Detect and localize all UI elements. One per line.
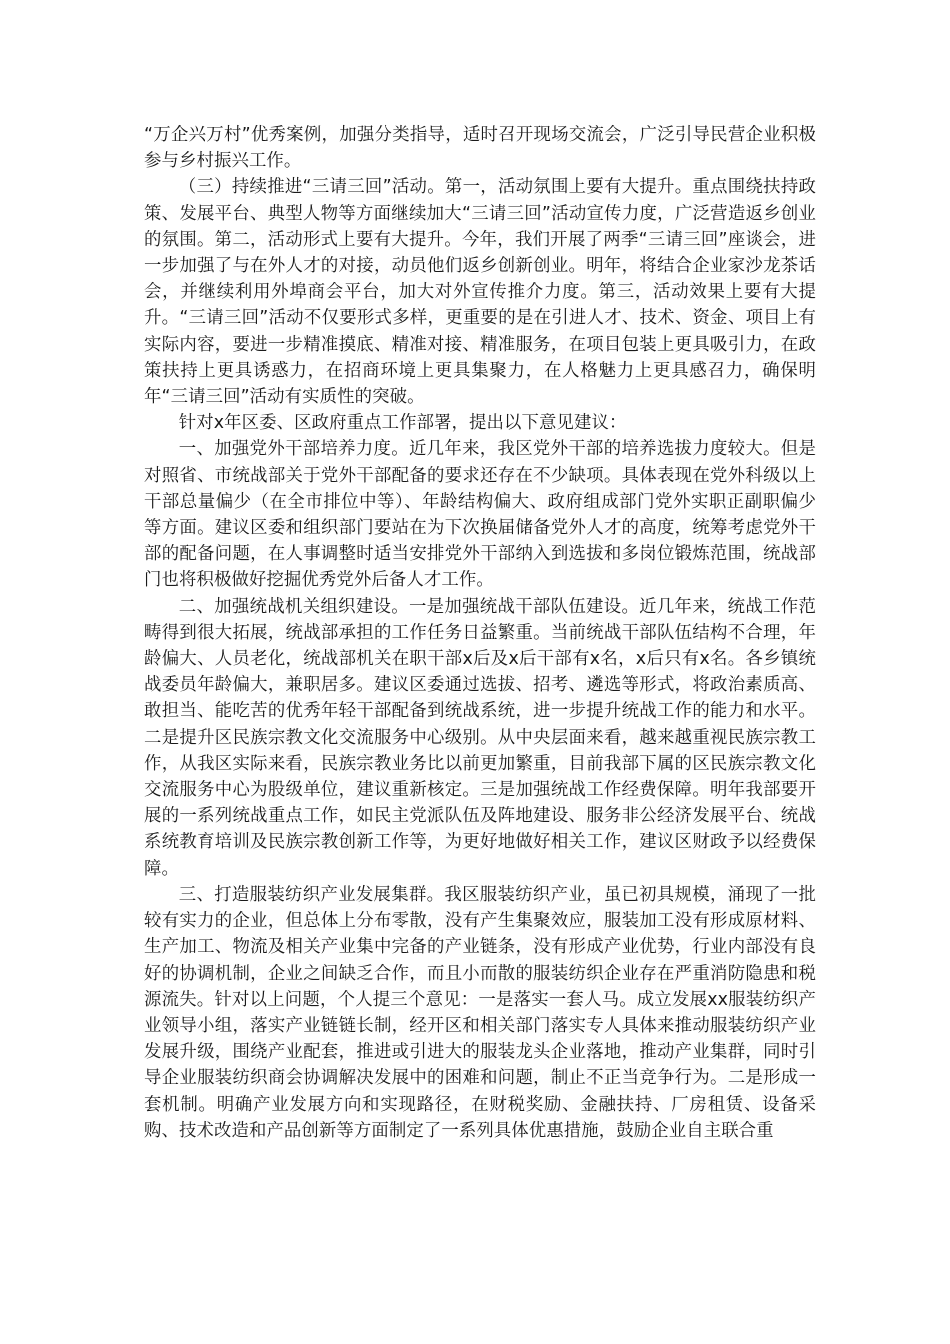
paragraph-suggestions-intro: 针对x年区委、区政府重点工作部署，提出以下意见建议：: [178, 413, 627, 434]
document-body: [144, 122, 816, 1144]
paragraph-cadre-training: 一、加强党外干部培养力度。近几年来，我区党外干部的培养选拔力度较大。但是对照省、市统战部关于党外干部配备的要求还存在不少缺项。具体表现在党外科级以上干部总量偏少（在全市排位中等）、年龄结构偏大、政府组成部门党外实职正副职偏少等方面。建议区委和组织部门要站在为下次换届储备党外人才的高度，统筹考虑党外干部的配备问题，在人事调整时适当安排党外干部纳入到选拔和多岗位锻炼范围，统战部门也将积极做好挖掘优秀党外后备人才工作。: [144, 439, 816, 591]
paragraph-organization-building: 二、加强统战机关组织建设。一是加强统战干部队伍建设。近几年来，统战工作范畴得到很大拓展，统战部承担的工作任务日益繁重。当前统战干部队伍结构不合理，年龄偏大、人员老化，统战部机关在职干部x后及x后干部有x名，x后只有x名。各乡镇统战委员年龄偏大，兼职居多。建议区委通过选拔、招考、遴选等形式，将政治素质高、敢担当、能吃苦的优秀年轻干部配备到统战系统，进一步提升统战工作的能力和水平。二是提升区民族宗教文化交流服务中心级别。从中央层面来看，越来越重视民族宗教工作，从我区实际来看，民族宗教业务比以前更加繁重，目前我部下属的区民族宗教文化交流服务中心为股级单位，建议重新核定。三是加强统战工作经费保障。明年我部要开展的一系列统战重点工作，如民主党派队伍及阵地建设、服务非公经济发展平台、统战系统教育培训及民族宗教创新工作等，为更好地做好相关工作，建议区财政予以经费保障。: [144, 596, 816, 879]
paragraph-three-invites: （三）持续推进“三请三回”活动。第一，活动氛围上要有大提升。重点围绕扶持政策、发展平台、典型人物等方面继续加大“三请三回”活动宣传力度，广泛营造返乡创业的氛围。第二，活动形式上要有大提升。今年，我们开展了两季“三请三回”座谈会，进一步加强了与在外人才的对接，动员他们返乡创新创业。明年，将结合企业家沙龙茶话会，并继续利用外埠商会平台，加大对外宣传推介力度。第三，活动效果上要有大提升。“三请三回”活动不仅要形式多样，更重要的是在引进人才、技术、资金、项目上有实际内容，要进一步精准摸底、精准对接、精准服务，在项目包装上更具吸引力，在政策扶持上更具诱惑力，在招商环境上更具集聚力，在人格魅力上更具感召力，确保明年“三请三回”活动有实质性的突破。: [144, 177, 816, 408]
paragraph-continued-case: “万企兴万村”优秀案例，加强分类指导，适时召开现场交流会，广泛引导民营企业积极参与乡村振兴工作。: [144, 125, 816, 172]
paragraph-textile-cluster: 三、打造服装纺织产业发展集群。我区服装纺织产业，虽已初具规模，涌现了一批较有实力的企业，但总体上分布零散，没有产生集聚效应，服装加工没有形成原材料、生产加工、物流及相关产业集中完备的产业链条，没有形成产业优势，行业内部没有良好的协调机制，企业之间缺乏合作，而且小而散的服装纺织企业存在严重消防隐患和税源流失。针对以上问题，个人提三个意见：一是落实一套人马。成立发展xx服装纺织产业领导小组，落实产业链链长制，经开区和相关部门落实专人具体来推动服装纺织产业发展升级，围绕产业配套，推进或引进大的服装龙头企业落地，推动产业集群，同时引导企业服装纺织商会协调解决发展中的困难和问题，制止不正当竞争行为。二是形成一套机制。明确产业发展方向和实现路径，在财税奖励、金融扶持、厂房租赁、设备采购、技术改造和产品创新等方面制定了一系列具体优惠措施，鼓励企业自主联合重: [144, 884, 816, 1141]
